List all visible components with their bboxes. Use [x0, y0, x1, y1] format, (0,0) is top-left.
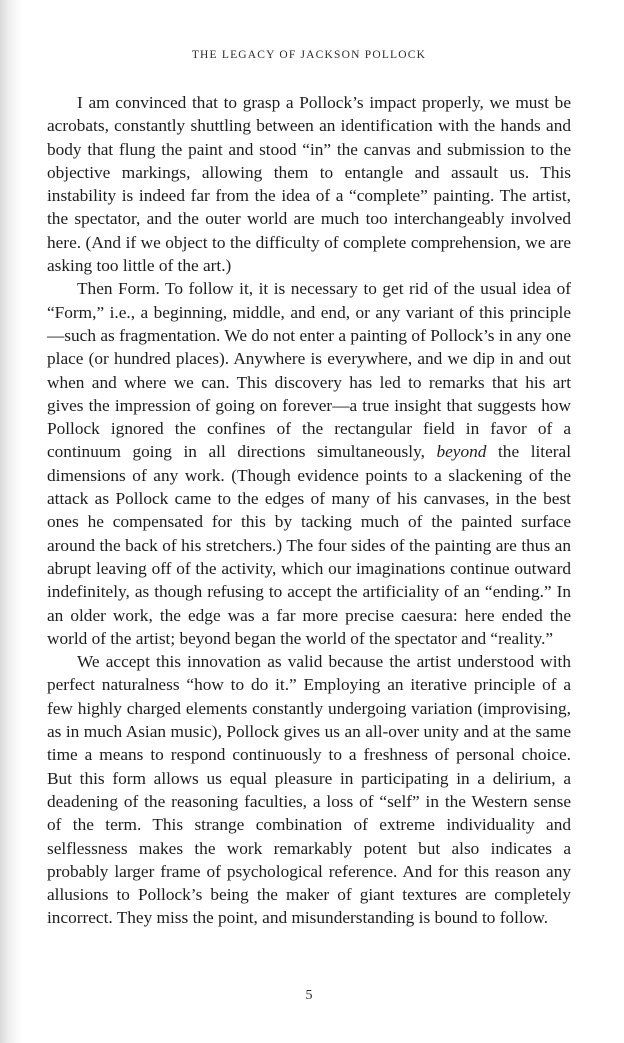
- page-gutter-shadow: [0, 0, 22, 1043]
- body-text: [47, 91, 571, 930]
- italic-beyond: beyond: [436, 442, 487, 462]
- paragraph-2: [47, 277, 571, 650]
- paragraph-2-text-a: Then Form. To follow it, it is necessary to get rid of the usual idea of “Form,” i.e., a beginning, middle, and end, or any variant of this principle—such as fragmentation. We do not enter a painting of Pollock’s in any one place (or hundred places). Anywhere is everywhere, and we dip in and out when and where we can. This discovery has led to remarks that his art gives the impression of going on forever—a true insight that suggests how Pollock ignored the confines of the rectangular field in favor of a continuum going in all directions simultaneously,: [47, 279, 571, 462]
- paragraph-2-text-b: the literal dimensions of any work. (Though evidence points to a slackening of the attack as Pollock came to the edges of many of his canvases, in the best ones he compensated for this by tacking much of the painted surface around the back of his stretchers.) The four sides of the painting are thus an abrupt leaving off of the activity, which our imaginations continue outward indefinitely, as though refusing to accept the artificiality of an “ending.” In an older work, the edge was a far more precise caesura: here ended the world of the artist; beyond began the world of the spectator and “reality.”: [47, 442, 571, 648]
- paragraph-3: We accept this innovation as valid because the artist understood with perfect naturalness “how to do it.” Employing an iterative principle of a few highly charged elements constantly undergoing variation (improvising, as in much Asian music), Pollock gives us an all-over unity and at the same time a means to respond continuously to a freshness of personal choice. But this form allows us equal pleasure in participating in a delirium, a deadening of the reasoning faculties, a loss of “self” in the Western sense of the term. This strange combination of extreme individuality and selflessness makes the work remarkably potent but also indicates a probably larger frame of psychological reference. And for this reason any allusions to Pollock’s being the maker of giant textures are completely incorrect. They miss the point, and misunderstanding is bound to follow.: [47, 652, 571, 928]
- paragraph-1: I am convinced that to grasp a Pollock’s impact properly, we must be acrobats, constantly shuttling between an identification with the hands and body that flung the paint and stood “in” the canvas and submission to the objective markings, allowing them to entangle and assault us. This instability is indeed far from the idea of a “complete” painting. The artist, the spectator, and the outer world are much too interchangeably involved here. (And if we object to the difficulty of complete comprehension, we are asking too little of the art.): [47, 93, 571, 276]
- running-head: THE LEGACY OF JACKSON POLLOCK: [191, 49, 427, 61]
- page-number: 5: [305, 988, 313, 1003]
